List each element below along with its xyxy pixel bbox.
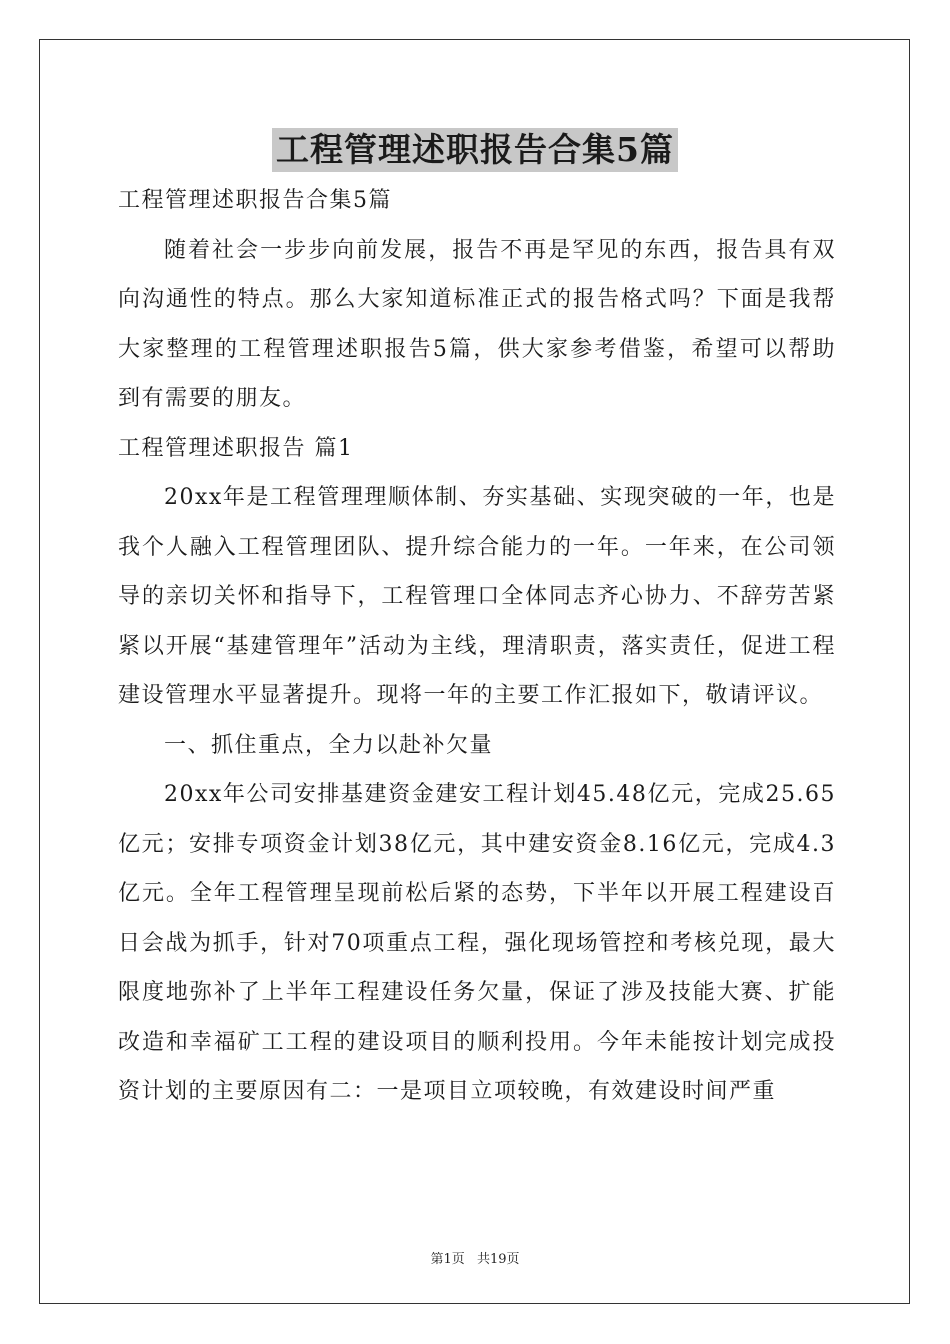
page-footer <box>0 1248 950 1267</box>
document-title: 工程管理述职报告合集5篇 <box>272 128 678 172</box>
intro-paragraph: 随着社会一步步向前发展，报告不再是罕见的东西，报告具有双向沟通性的特点。那么大家知道标准正式的报告格式吗？下面是我帮大家整理的工程管理述职报告5篇，供大家参考借鉴，希望可以帮助到有需要的朋友。 <box>118 237 836 411</box>
paragraph-1: 20xx年是工程管理理顺体制、夯实基础、实现突破的一年，也是我个人融入工程管理团队、提升综合能力的一年。一年来，在公司领导的亲切关怀和指导下，工程管理口全体同志齐心协力、不辞劳苦紧紧以开展“基建管理年”活动为主线，理清职责，落实责任，促进工程建设管理水平显著提升。现将一年的主要工作汇报如下，敬请评议。 <box>118 485 836 708</box>
title-container <box>0 128 950 172</box>
point-1-heading: 一、抓住重点，全力以赴补欠量 <box>164 732 494 758</box>
page-number: 第1页 <box>430 1252 465 1267</box>
section-heading: 工程管理述职报告 篇1 <box>118 435 354 461</box>
subtitle-line: 工程管理述职报告合集5篇 <box>118 188 392 213</box>
document-body <box>118 176 836 1117</box>
page-total: 共19页 <box>476 1252 520 1267</box>
paragraph-2: 20xx年公司安排基建资金建安工程计划45.48亿元，完成25.65亿元；安排专项资金计划38亿元，其中建安资金8.16亿元，完成4.3亿元。全年工程管理呈现前松后紧的态势，下半年以开展工程建设百日会战为抓手，针对70项重点工程，强化现场管控和考核兑现，最大限度地弥补了上半年工程建设任务欠量，保证了涉及技能大赛、扩能改造和幸福矿工工程的建设项目的顺利投用。今年未能按计划完成投资计划的主要原因有二：一是项目立项较晚，有效建设时间严重 <box>118 782 836 1104</box>
